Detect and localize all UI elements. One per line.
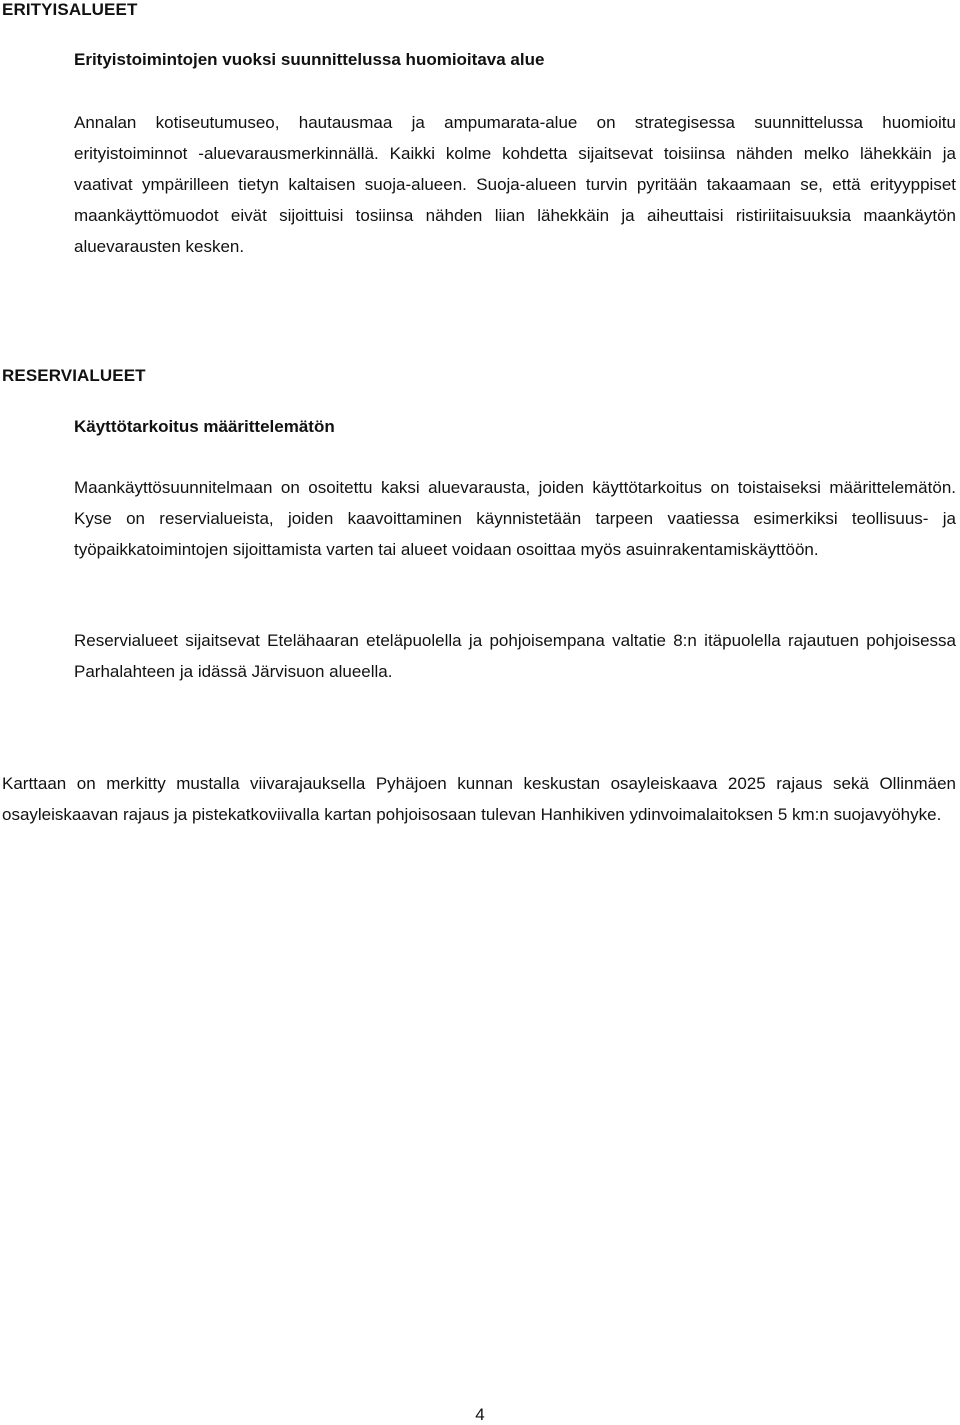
section-title-erityisalueet: ERITYISALUEET [2, 0, 138, 19]
paragraph-reservialueet-1: Maankäyttösuunnitelmaan on osoitettu kaksi aluevarausta, joiden käyttötarkoitus on toistaiseksi määrittelemätön. Kyse on reservialueista, joiden kaavoittaminen käynnistetään tarpeen vaatiessa esimerkiksi teollisuus- ja työpaikkatoimintojen sijoittamista varten tai alueet voidaan osoittaa myös asuinrakentamiskäyttöön. [74, 478, 956, 559]
subheading-kayttotarkoitus: Käyttötarkoitus määrittelemätön [74, 417, 335, 436]
page-number: 4 [475, 1405, 485, 1424]
paragraph-reservialueet-2: Reservialueet sijaitsevat Etelähaaran eteläpuolella ja pohjoisempana valtatie 8:n itäpuolella rajautuen pohjoisessa Parhalahteen ja idässä Järvisuon alueella. [74, 631, 956, 681]
subheading-erityistoiminnot: Erityistoimintojen vuoksi suunnittelussa huomioitava alue [74, 50, 545, 69]
paragraph-map-note: Karttaan on merkitty mustalla viivarajauksella Pyhäjoen kunnan keskustan osayleiskaava 2025 rajaus sekä Ollinmäen osayleiskaavan rajaus ja pistekatkoviivalla kartan pohjoisosaan tulevan Hanhikiven ydinvoimalaitoksen 5 km:n suojavyöhyke. [2, 774, 956, 824]
paragraph-erityisalueet: Annalan kotiseutumuseo, hautausmaa ja ampumarata-alue on strategisessa suunnittelussa huomioitu erityistoiminnot -aluevarausmerkinnällä. Kaikki kolme kohdetta sijaitsevat toisiinsa nähden melko lähekkäin ja vaativat ympärilleen tietyn kaltaisen suoja-alueen. Suoja-alueen turvin pyritään takaamaan se, että erityyppiset maankäyttömuodot eivät sijoittuisi tosiinsa nähden liian lähekkäin ja aiheuttaisi ristiriitaisuuksia maankäytön aluevarausten kesken. [74, 113, 956, 256]
section-title-reservialueet: RESERVIALUEET [2, 366, 146, 385]
